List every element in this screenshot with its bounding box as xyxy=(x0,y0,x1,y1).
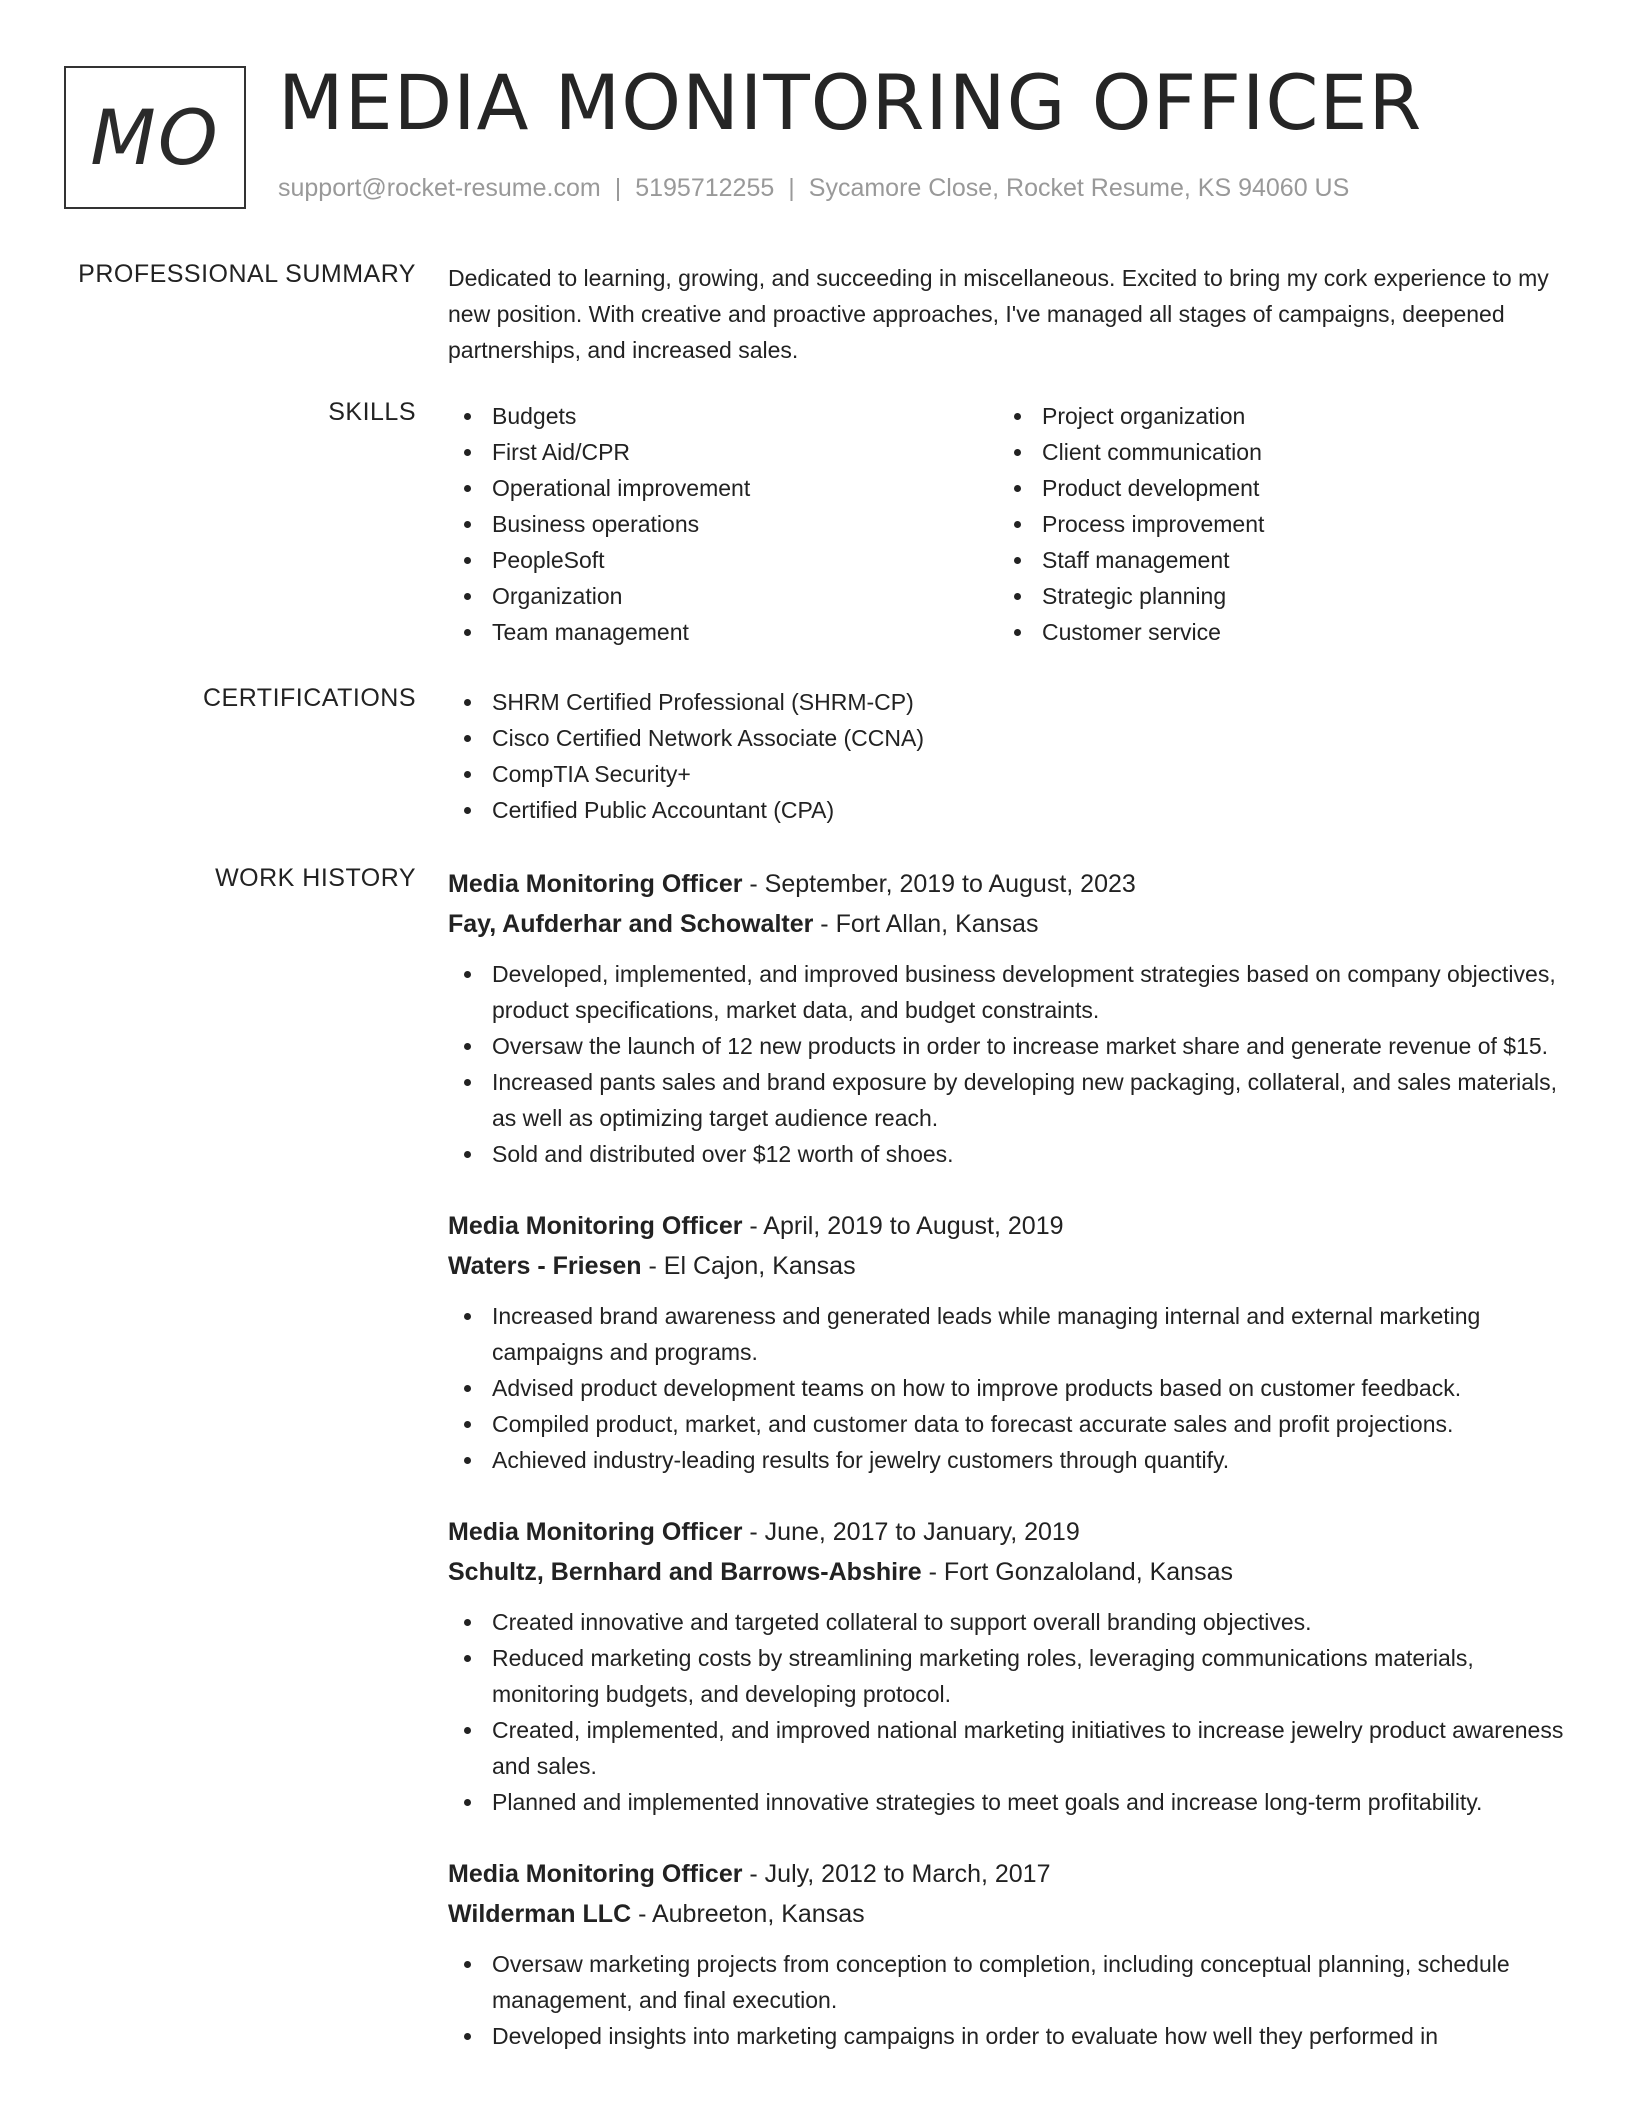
work-history-body xyxy=(448,864,1568,2072)
certification-item: Cisco Certified Network Associate (CCNA) xyxy=(448,720,1568,756)
job-entry xyxy=(448,1854,1568,2054)
job-bullet: Planned and implemented innovative strategies to meet goals and increase long-term profitability. xyxy=(448,1784,1568,1820)
contact-address: Sycamore Close, Rocket Resume, KS 94060 US xyxy=(808,174,1350,202)
skill-item: Staff management xyxy=(998,542,1548,578)
skill-item: Process improvement xyxy=(998,506,1548,542)
job-role: Media Monitoring Officer xyxy=(448,870,743,898)
skills-list-left xyxy=(448,398,998,650)
job-role: Media Monitoring Officer xyxy=(448,1860,743,1888)
certifications-list xyxy=(448,684,1568,828)
skill-item: First Aid/CPR xyxy=(448,434,998,470)
skill-item: Strategic planning xyxy=(998,578,1548,614)
job-role: Media Monitoring Officer xyxy=(448,1212,743,1240)
certification-item: Certified Public Accountant (CPA) xyxy=(448,792,1568,828)
monogram-logo xyxy=(64,66,246,209)
job-dates: - April, 2019 to August, 2019 xyxy=(742,1212,1064,1240)
job-title-line xyxy=(448,1206,1568,1246)
job-entry xyxy=(448,1206,1568,1478)
skill-item: Operational improvement xyxy=(448,470,998,506)
job-company: Wilderman LLC xyxy=(448,1900,632,1928)
certification-item: SHRM Certified Professional (SHRM-CP) xyxy=(448,684,1568,720)
contact-separator: | xyxy=(788,174,795,202)
job-company-line xyxy=(448,904,1568,944)
work-history-heading: WORK HISTORY xyxy=(215,864,416,892)
certifications-body xyxy=(448,684,1568,828)
job-role: Media Monitoring Officer xyxy=(448,1518,743,1546)
skill-item: Project organization xyxy=(998,398,1548,434)
job-bullet: Developed, implemented, and improved business development strategies based on company objectives, product specifications, market data, and budget constraints. xyxy=(448,956,1568,1028)
skill-item: Product development xyxy=(998,470,1548,506)
job-dates: - June, 2017 to January, 2019 xyxy=(742,1518,1080,1546)
job-location: - Fort Allan, Kansas xyxy=(813,910,1039,938)
contact-email: support@rocket-resume.com xyxy=(278,174,601,202)
job-bullet: Advised product development teams on how to improve products based on customer feedback. xyxy=(448,1370,1568,1406)
summary-heading: PROFESSIONAL SUMMARY xyxy=(78,260,416,288)
job-title-line xyxy=(448,1854,1568,1894)
job-bullet: Created, implemented, and improved national marketing initiatives to increase jewelry product awareness and sales. xyxy=(448,1712,1568,1784)
job-company: Fay, Aufderhar and Schowalter xyxy=(448,910,814,938)
skills-heading: SKILLS xyxy=(328,398,416,426)
skill-item: Team management xyxy=(448,614,998,650)
certifications-heading: CERTIFICATIONS xyxy=(202,684,416,712)
job-bullet: Increased pants sales and brand exposure by developing new packaging, collateral, and sales materials, as well as optimizing target audience reach. xyxy=(448,1064,1568,1136)
skills-list-right xyxy=(998,398,1548,650)
job-title-line xyxy=(448,1512,1568,1552)
job-bullet: Sold and distributed over $12 worth of shoes. xyxy=(448,1136,1568,1172)
contact-separator: | xyxy=(614,174,622,202)
skill-item: Budgets xyxy=(448,398,998,434)
job-company: Schultz, Bernhard and Barrows-Abshire xyxy=(448,1558,922,1586)
job-title-line xyxy=(448,864,1568,904)
job-dates: - September, 2019 to August, 2023 xyxy=(742,870,1136,898)
job-bullet: Reduced marketing costs by streamlining marketing roles, leveraging communications materials, monitoring budgets, and developing protocol. xyxy=(448,1640,1568,1712)
contact-phone: 5195712255 xyxy=(635,174,775,202)
skill-item: Customer service xyxy=(998,614,1548,650)
skill-item: PeopleSoft xyxy=(448,542,998,578)
job-bullets xyxy=(448,956,1568,1172)
contact-line xyxy=(278,174,1349,203)
job-bullets xyxy=(448,1946,1568,2054)
job-bullet: Compiled product, market, and customer data to forecast accurate sales and profit projections. xyxy=(448,1406,1568,1442)
skill-item: Organization xyxy=(448,578,998,614)
job-company-line xyxy=(448,1894,1568,1934)
job-bullet: Oversaw marketing projects from conception to completion, including conceptual planning, schedule management, and final execution. xyxy=(448,1946,1568,2018)
summary-text: Dedicated to learning, growing, and succeeding in miscellaneous. Excited to bring my cork experience to my new position. With creative and proactive approaches, I've managed all stages of campaigns, deepened partnerships, and increased sales. xyxy=(448,265,1549,363)
job-location: - El Cajon, Kansas xyxy=(641,1252,856,1280)
job-bullet: Increased brand awareness and generated leads while managing internal and external marketing campaigns and programs. xyxy=(448,1298,1568,1370)
job-bullets xyxy=(448,1604,1568,1820)
skill-item: Business operations xyxy=(448,506,998,542)
job-dates: - July, 2012 to March, 2017 xyxy=(742,1860,1051,1888)
job-entry xyxy=(448,1512,1568,1820)
job-location: - Fort Gonzaloland, Kansas xyxy=(921,1558,1233,1586)
job-bullet: Achieved industry-leading results for jewelry customers through quantify. xyxy=(448,1442,1568,1478)
skill-item: Client communication xyxy=(998,434,1548,470)
job-location: - Aubreeton, Kansas xyxy=(631,1900,865,1928)
job-bullet: Oversaw the launch of 12 new products in order to increase market share and generate revenue of $15. xyxy=(448,1028,1568,1064)
skills-columns xyxy=(448,398,1568,650)
job-bullet: Created innovative and targeted collateral to support overall branding objectives. xyxy=(448,1604,1568,1640)
page-title: MEDIA MONITORING OFFICER xyxy=(278,58,1423,147)
job-company-line xyxy=(448,1552,1568,1592)
job-company: Waters - Friesen xyxy=(448,1252,642,1280)
job-bullet: Developed insights into marketing campaigns in order to evaluate how well they performed in xyxy=(448,2018,1568,2054)
job-company-line xyxy=(448,1246,1568,1286)
job-bullets xyxy=(448,1298,1568,1478)
certification-item: CompTIA Security+ xyxy=(448,756,1568,792)
job-entry xyxy=(448,864,1568,1172)
monogram-text: MO xyxy=(90,93,220,182)
